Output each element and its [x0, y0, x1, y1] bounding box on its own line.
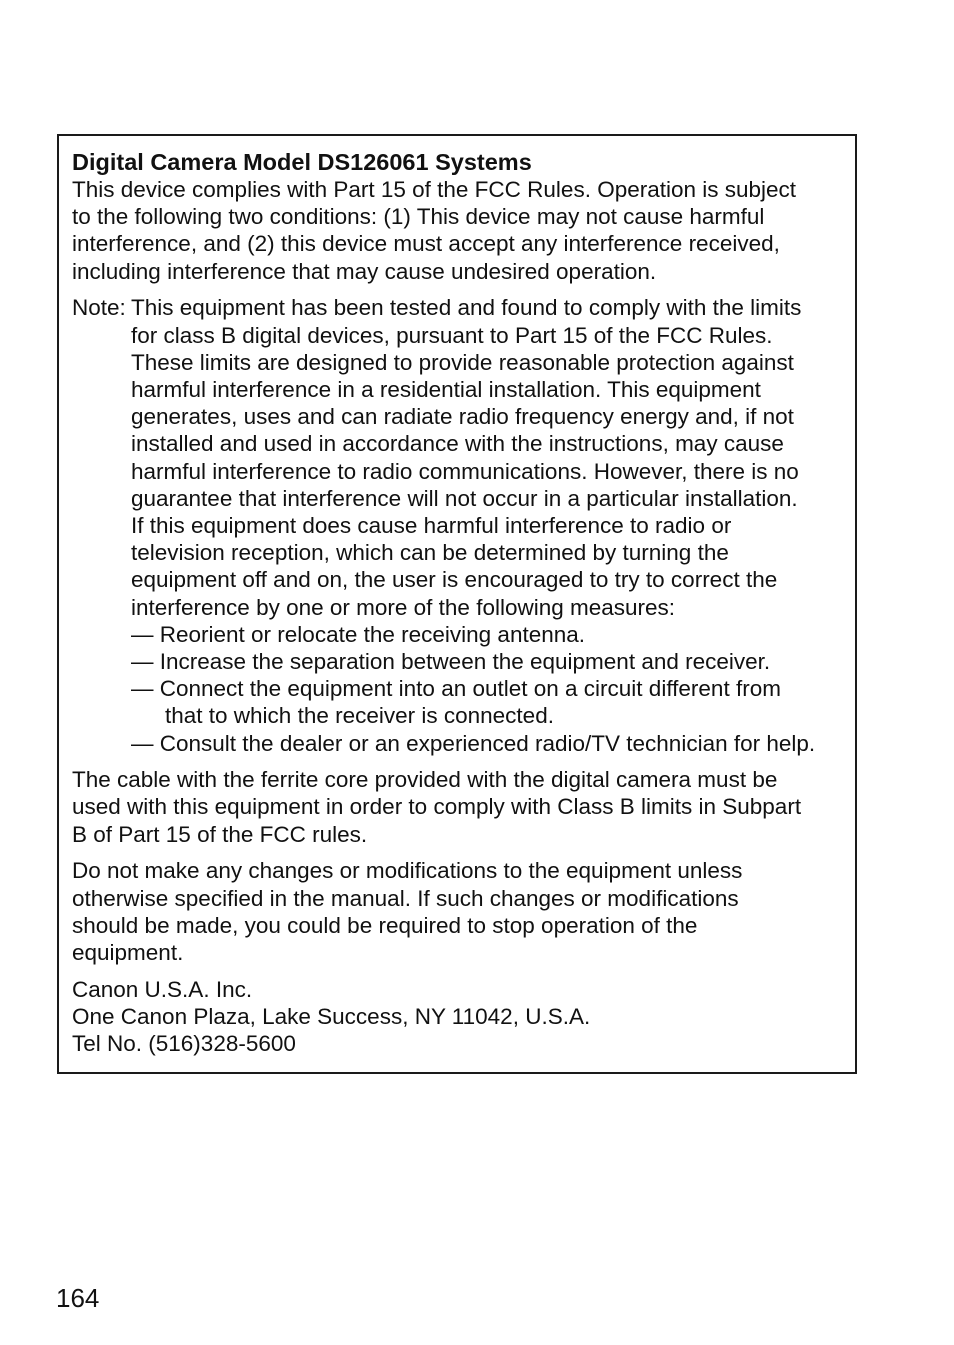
compliance-line: This device complies with Part 15 of the FCC Rules. Operation is subject — [72, 177, 797, 202]
company-address: One Canon Plaza, Lake Success, NY 11042, U.S.A. — [72, 1003, 591, 1029]
fcc-notice-content — [72, 148, 852, 1057]
note-line: for class B digital devices, pursuant to Part 15 of the FCC Rules. — [131, 322, 773, 348]
cable-line: B of Part 15 of the FCC rules. — [72, 821, 368, 847]
note-line: interference by one or more of the following measures: — [131, 594, 676, 620]
cable-line: The cable with the ferrite core provided with the digital camera must be — [72, 767, 778, 793]
address-block — [72, 976, 852, 1058]
note-line: harmful interference in a residential installation. This equipment — [131, 376, 761, 402]
note-line: harmful interference to radio communications. However, there is no — [131, 458, 799, 484]
measure-item-continuation: that to which the receiver is connected. — [165, 703, 554, 729]
company-name: Canon U.S.A. Inc. — [72, 976, 253, 1002]
note-line: If this equipment does cause harmful interference to radio or — [131, 512, 732, 538]
modification-line: Do not make any changes or modifications to the equipment unless — [72, 858, 743, 884]
measure-item: — Connect the equipment into an outlet on a circuit different from — [131, 676, 781, 702]
cable-paragraph — [72, 766, 852, 848]
company-phone: Tel No. (516)328-5600 — [72, 1031, 296, 1057]
note-line: guarantee that interference will not occur in a particular installation. — [131, 485, 798, 511]
note-body — [131, 294, 852, 756]
compliance-line: to the following two conditions: (1) This device may not cause harmful — [72, 204, 765, 230]
note-section — [72, 294, 852, 756]
compliance-line: including interference that may cause undesired operation. — [72, 258, 657, 284]
fcc-notice-box — [57, 134, 857, 1074]
modification-line: should be made, you could be required to stop operation of the — [72, 912, 698, 938]
modification-line: otherwise specified in the manual. If such changes or modifications — [72, 885, 739, 911]
measure-item: — Reorient or relocate the receiving antenna. — [131, 621, 586, 647]
note-label: Note: — [72, 295, 126, 321]
note-line: installed and used in accordance with the instructions, may cause — [131, 431, 784, 457]
cable-line: used with this equipment in order to comply with Class B limits in Subpart — [72, 794, 802, 820]
note-line: These limits are designed to provide reasonable protection against — [131, 349, 794, 375]
page-number: 164 — [56, 1283, 100, 1313]
note-line: generates, uses and can radiate radio frequency energy and, if not — [131, 404, 794, 430]
compliance-paragraph — [72, 176, 852, 285]
measure-item: — Consult the dealer or an experienced radio/TV technician for help. — [131, 730, 816, 756]
modification-line: equipment. — [72, 939, 184, 965]
note-line: television reception, which can be determined by turning the — [131, 540, 729, 566]
measure-item: — Increase the separation between the equipment and receiver. — [131, 648, 771, 674]
notice-title: Digital Camera Model DS126061 Systems — [72, 149, 532, 175]
modification-paragraph — [72, 857, 852, 966]
note-line: equipment off and on, the user is encouraged to try to correct the — [131, 567, 778, 593]
note-line: This equipment has been tested and found to comply with the limits — [131, 295, 802, 321]
compliance-line: interference, and (2) this device must accept any interference received, — [72, 231, 780, 257]
